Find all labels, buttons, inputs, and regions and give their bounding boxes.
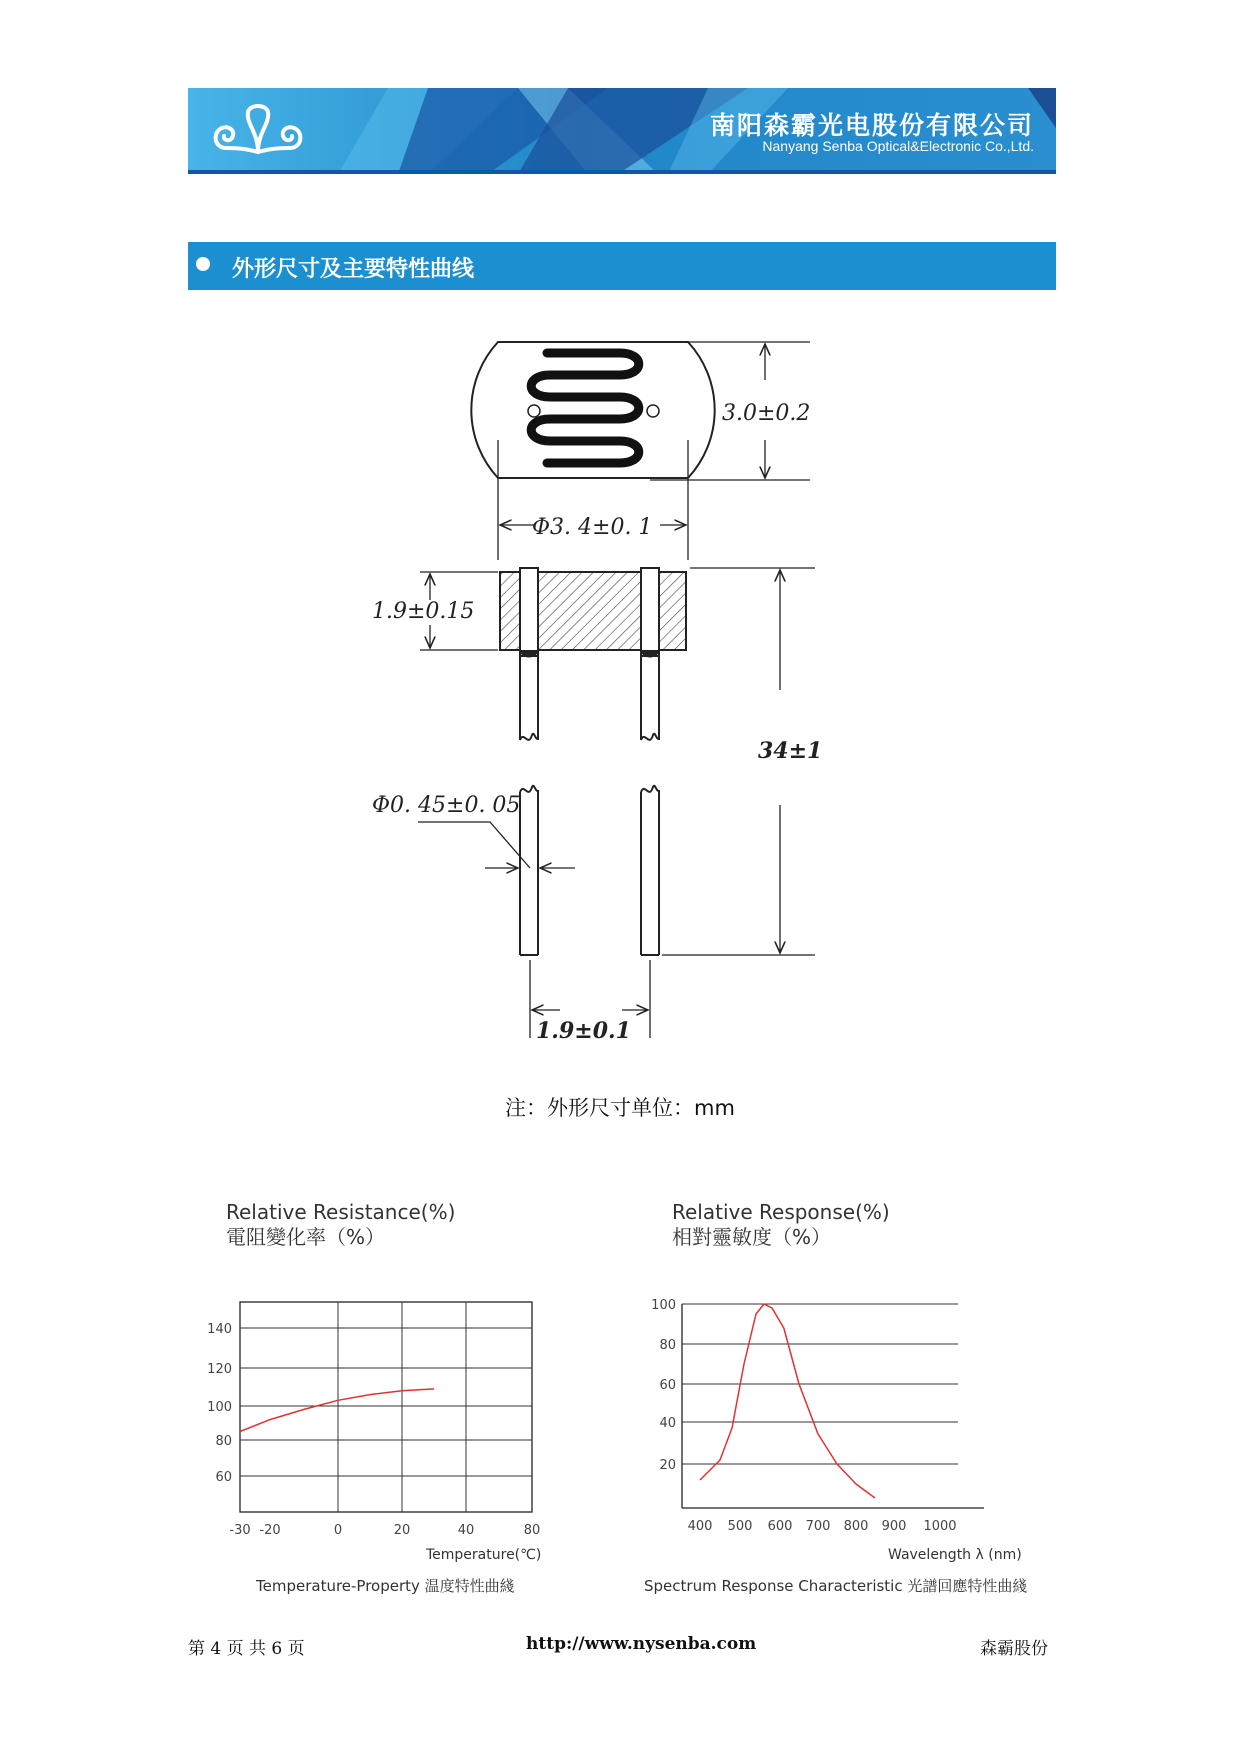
chart1-xtick-label: 40 bbox=[457, 1523, 475, 1538]
chart2-xlabel: Wavelength λ (nm) bbox=[888, 1547, 1022, 1563]
company-name-cn: 南阳森霸光电股份有限公司 bbox=[709, 111, 1034, 140]
dim-text-total-length: 34±1 bbox=[758, 738, 823, 764]
chart1-xtick-label: 0 bbox=[333, 1523, 343, 1538]
dim-text-lead-diameter: Φ0. 45±0. 05 bbox=[372, 793, 521, 818]
chart2-series-line bbox=[700, 1304, 875, 1498]
dimension-drawing bbox=[360, 330, 840, 1060]
dim-text-lead-spacing: 1.9±0.1 bbox=[536, 1018, 631, 1044]
mount-hole-left bbox=[528, 405, 540, 417]
top-view bbox=[471, 342, 714, 478]
senba-logo-icon bbox=[208, 102, 308, 162]
dim-text-diameter: Φ3. 4±0. 1 bbox=[532, 515, 653, 540]
chart2-xtick-label: 900 bbox=[881, 1519, 907, 1534]
chart1-xtick-label: -30 bbox=[229, 1523, 251, 1538]
chart2-ytick-label: 40 bbox=[659, 1416, 676, 1431]
footer-page-number: 第 4 页 共 6 页 bbox=[188, 1639, 305, 1659]
chart2-ytick-label: 80 bbox=[659, 1338, 676, 1353]
chart1-xtick-label: 20 bbox=[393, 1523, 411, 1538]
chart1-xtick-label: -20 bbox=[259, 1523, 281, 1538]
serpentine-electrode bbox=[531, 353, 639, 463]
company-name-en: Nanyang Senba Optical&Electronic Co.,Ltd. bbox=[762, 138, 1034, 154]
chart2-caption: Spectrum Response Characteristic 光譜回應特性曲綫 bbox=[644, 1577, 1028, 1595]
chart2-title bbox=[672, 1200, 890, 1250]
header-banner bbox=[188, 88, 1056, 174]
chart1-series-line bbox=[240, 1389, 434, 1432]
chart2-xtick-label: 700 bbox=[805, 1519, 831, 1534]
chart2-xtick-label: 800 bbox=[843, 1519, 869, 1534]
dim-text-body-thickness: 1.9±0.15 bbox=[372, 599, 475, 624]
chart1-ytick-label: 100 bbox=[207, 1400, 232, 1415]
chart1-ytick-label: 120 bbox=[207, 1362, 232, 1377]
chart1-xlabel: Temperature(℃) bbox=[426, 1547, 542, 1563]
dimension-unit-note: 注：外形尺寸单位：mm bbox=[505, 1096, 735, 1120]
dim-lead-diameter bbox=[372, 793, 575, 868]
chart2-ytick-label: 100 bbox=[651, 1298, 676, 1313]
dim-lead-spacing bbox=[530, 960, 650, 1044]
chart2-title-cn: 相對靈敏度（%） bbox=[672, 1225, 832, 1249]
dim-diameter bbox=[498, 440, 688, 560]
chart1-ytick-label: 140 bbox=[207, 1322, 232, 1337]
dim-text-height-top: 3.0±0.2 bbox=[722, 401, 811, 426]
chart1-title-cn: 電阻變化率（%） bbox=[226, 1225, 386, 1249]
temperature-chart bbox=[190, 1290, 570, 1540]
section-title: 外形尺寸及主要特性曲线 bbox=[232, 257, 475, 282]
chart1-xtick-label: 80 bbox=[523, 1523, 541, 1538]
chart2-ytick-label: 20 bbox=[659, 1458, 676, 1473]
chart2-xtick-label: 500 bbox=[727, 1519, 753, 1534]
footer-brand: 森霸股份 bbox=[980, 1639, 1048, 1659]
dim-height-top bbox=[650, 342, 810, 480]
chart1-ytick-label: 80 bbox=[215, 1434, 232, 1449]
chart1-ytick-label: 60 bbox=[215, 1470, 232, 1485]
side-view bbox=[500, 568, 686, 955]
footer-url[interactable]: http://www.nysenba.com bbox=[526, 1634, 757, 1654]
section-bullet-icon bbox=[196, 257, 210, 271]
chart2-xtick-label: 600 bbox=[767, 1519, 793, 1534]
chart2-xtick-label: 1000 bbox=[923, 1519, 957, 1534]
chart1-caption: Temperature-Property 温度特性曲綫 bbox=[256, 1577, 515, 1595]
chart2-ytick-label: 60 bbox=[659, 1378, 676, 1393]
chart2-title-en: Relative Response(%) bbox=[672, 1200, 890, 1224]
chart1-title-en: Relative Resistance(%) bbox=[226, 1200, 456, 1224]
chart1-frame bbox=[240, 1302, 532, 1512]
section-header bbox=[188, 242, 1056, 290]
mount-hole-right bbox=[647, 405, 659, 417]
dim-body-thickness bbox=[372, 572, 498, 650]
chart2-xtick-label: 400 bbox=[687, 1519, 713, 1534]
chart1-title bbox=[226, 1200, 455, 1250]
spectrum-chart bbox=[640, 1290, 1020, 1540]
